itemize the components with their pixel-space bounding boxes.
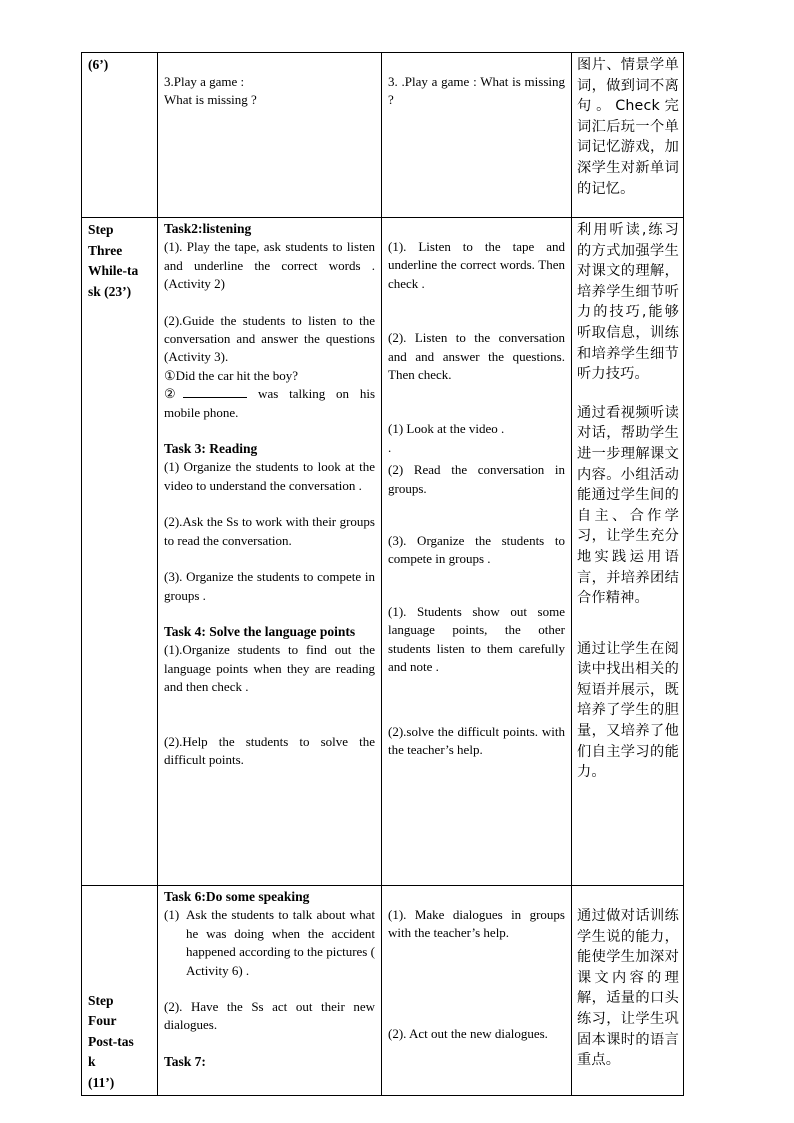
student-activity-cell	[382, 218, 572, 886]
table-row	[82, 886, 684, 1096]
step-label: (11’)	[88, 1074, 115, 1090]
game-line: What is missing ?	[164, 92, 257, 108]
purpose-text: 图片、情景学单词，做到词不离句。Check完词汇后玩一个单词记忆游戏，加深学生对新单词的记忆。	[577, 57, 679, 197]
purpose-cell	[572, 218, 684, 886]
purpose-text: 通过看视频听读对话，帮助学生进一步理解课文内容。小组活动能通过学生间的自主、合作学习，让学生充分地实践运用语言，并培养团结合作精神。	[577, 404, 679, 607]
step-time: (6’)	[88, 57, 109, 72]
step-label: Step	[88, 992, 114, 1008]
lesson-plan-table	[81, 52, 684, 1096]
student-activity: (1). Make dialogues in groups with the teacher’s help.	[388, 907, 565, 941]
teacher-activity: (2).Ask the Ss to work with their groups to read the conversation.	[164, 514, 375, 548]
step-label: Post-tas	[88, 1033, 134, 1049]
teacher-activity: (2). Have the Ss act out their new dialogues.	[164, 999, 375, 1033]
step-cell	[82, 218, 158, 886]
purpose-text: 利用听读,练习的方式加强学生对课文的理解，培养学生细节听力的技巧,能够听取信息，训练和培养学生细节听力技巧。	[577, 222, 679, 383]
task-heading: Task 4: Solve the language points	[164, 623, 356, 639]
task-heading: Task 6:Do some speaking	[164, 889, 310, 904]
question: ①Did the car hit the boy?	[164, 367, 299, 383]
student-activity: (1) Look at the video .	[388, 421, 505, 437]
teacher-activity: Ask the students to talk about what he was doing when the accident happened according to the pictures ( Activity 6) .	[186, 907, 375, 978]
teacher-activity: (3). Organize the students to compete in groups .	[164, 569, 375, 603]
student-activity-cell	[382, 886, 572, 1096]
purpose-text: 通过做对话训练学生说的能力，能使学生加深对课文内容的理解，适量的口头练习，让学生巩固本课时的语言重点。	[577, 908, 679, 1069]
teacher-activity: (1). Play the tape, ask students to listen and underline the correct words .(Activity 2)	[164, 239, 375, 292]
purpose-cell	[572, 886, 684, 1096]
task-heading: Task 7:	[164, 1053, 206, 1069]
step-label: Step	[88, 222, 114, 237]
question: ② was talking on his mobile phone.	[164, 386, 376, 420]
student-activity: .	[388, 439, 392, 455]
step-cell	[82, 886, 158, 1096]
answer-blank	[183, 385, 247, 398]
student-activity-cell	[382, 53, 572, 218]
step-label: sk (23’)	[88, 283, 132, 299]
task-heading: Task 3: Reading	[164, 441, 258, 457]
teacher-activity-cell	[158, 886, 382, 1096]
purpose-cell	[572, 53, 684, 218]
list-number: (1)	[164, 907, 180, 923]
teacher-activity: (1).Organize students to find out the language points when they are reading and then check .	[164, 642, 375, 695]
task-heading: Task2:listening	[164, 221, 252, 236]
teacher-activity: (1) Organize the students to look at the video to understand the conversation .	[164, 459, 375, 493]
step-label: k	[88, 1054, 96, 1069]
table-row	[82, 53, 684, 218]
step-label: Three	[88, 242, 123, 258]
student-activity: 3. .Play a game : What is missing ?	[388, 74, 565, 108]
student-activity: (2).solve the difficult points. with the teacher’s help.	[388, 723, 565, 757]
student-activity: (2). Act out the new dialogues.	[388, 1025, 548, 1041]
teacher-activity: (2).Help the students to solve the difficult points.	[164, 733, 375, 767]
teacher-activity-cell	[158, 218, 382, 886]
student-activity: (2). Listen to the conversation and and answer the questions. Then check.	[388, 330, 565, 383]
step-label: Four	[88, 1013, 117, 1028]
table-row	[82, 218, 684, 886]
purpose-text: 通过让学生在阅读中找出相关的短语并展示，既培养了学生的胆量，又培养了他们自主学习的能力。	[577, 640, 679, 781]
step-cell	[82, 53, 158, 218]
student-activity: (1). Students show out some language points, the other students listen to them carefully and note .	[388, 603, 565, 675]
game-line: 3.Play a game :	[164, 74, 245, 89]
student-activity: (1). Listen to the tape and underline the correct words. Then check .	[388, 239, 565, 291]
student-activity: (3). Organize the students to compete in groups .	[388, 533, 565, 567]
teacher-activity-cell	[158, 53, 382, 218]
teacher-activity: (2).Guide the students to listen to the conversation and answer the questions (Activity 3).	[164, 312, 375, 365]
step-label: While-ta	[88, 263, 139, 278]
student-activity: (2) Read the conversation in groups.	[388, 462, 565, 496]
